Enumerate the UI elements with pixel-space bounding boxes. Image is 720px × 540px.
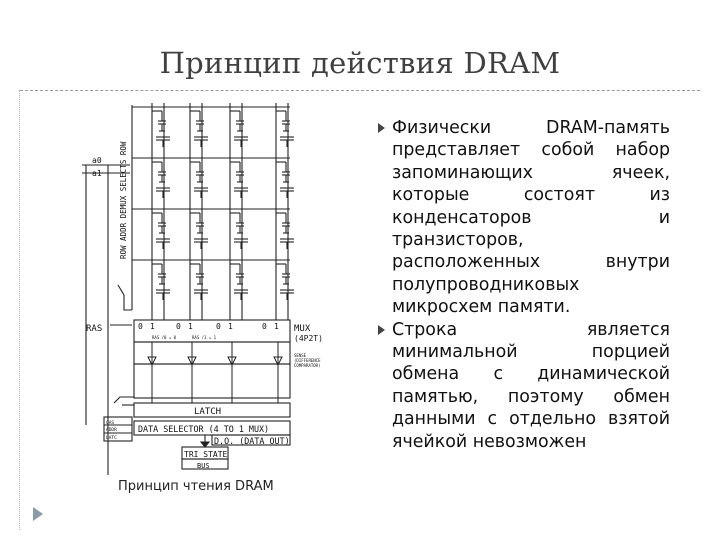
bullet-arrow-icon (378, 123, 385, 133)
cas-label-2: ADDR (106, 428, 117, 433)
sense-label-3: COMPARATOR) (294, 363, 321, 368)
col-label-7: 1 (274, 322, 279, 331)
mux-label: MUX (294, 324, 311, 334)
nav-arrow-icon[interactable] (33, 507, 43, 521)
cas-label-3: LATC (106, 436, 117, 441)
col-label-0: 0 (138, 322, 143, 331)
mux-sub-label: (4P2T) (294, 334, 323, 343)
col-label-2: 0 (176, 322, 181, 331)
col-label-6: 0 (262, 322, 267, 331)
dram-circuit-svg (82, 95, 364, 477)
bullet-text: Физически DRAM-память представляет собой набор запоминающих ячеек, которые состоят из конденсаторов и транзисторов, расположенных внутри полупроводниковых микросхем памяти. (392, 118, 670, 318)
row-demux-label: ROW ADDR DEMUX SELECTS ROW (119, 141, 128, 259)
slide-title: Принцип действия DRAM (159, 46, 561, 80)
bullet-list (378, 117, 670, 453)
tristate-label: TRI STATE (184, 450, 228, 459)
cas-label-1: CAS (106, 421, 115, 426)
bullet-text: Строка является минимальной порцией обмена с динамической памятью, поэтому обмен данными с отдельно взятой ячейкой невозможен (392, 319, 670, 452)
left-border (19, 90, 20, 530)
dram-diagram (82, 95, 364, 477)
col-label-1: 1 (150, 322, 155, 331)
latch-label: LATCH (194, 407, 222, 417)
ras-zero-label: RAS /0 = 0 (152, 335, 177, 340)
bullet-item (378, 319, 670, 453)
ras-one-label: RAS /1 = 1 (192, 335, 217, 340)
ras-label: RAS (86, 324, 103, 334)
bus-label: BUS (197, 462, 210, 470)
col-label-4: 0 (216, 322, 221, 331)
sense-label-1: SENSE (294, 353, 307, 358)
sense-label-2: (DIFFERENCE (294, 358, 321, 363)
col-label-5: 1 (228, 322, 233, 331)
address-a1-label: a1 (92, 169, 102, 178)
bullet-arrow-icon (378, 325, 385, 335)
address-a0-label: a0 (92, 156, 102, 165)
data-selector-label: DATA SELECTOR (4 TO 1 MUX) (138, 424, 270, 434)
diagram-caption: Принцип чтения DRAM (118, 479, 274, 494)
col-label-3: 1 (188, 322, 193, 331)
title-divider (20, 90, 700, 91)
bullet-item (378, 117, 670, 319)
data-out-label: D.O. (DATA OUT) (214, 436, 290, 446)
